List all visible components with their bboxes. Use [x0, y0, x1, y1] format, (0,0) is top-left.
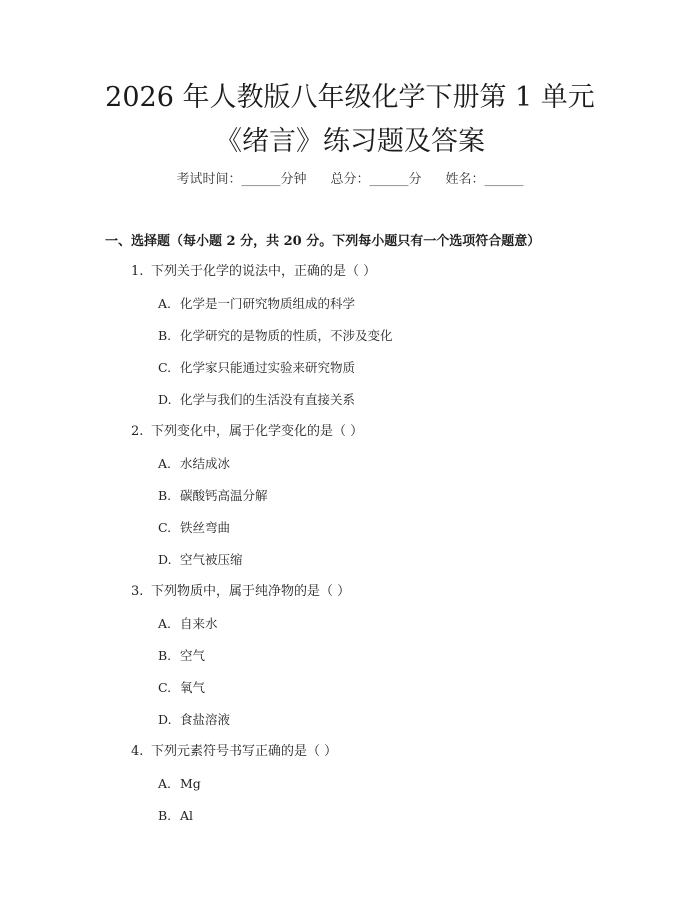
document-title: 2026 年人教版八年级化学下册第 1 单元《绪言》练习题及答案	[105, 82, 595, 157]
option-text: 空气被压缩	[180, 552, 243, 567]
option-c	[0, 512, 700, 544]
option-a	[0, 608, 700, 640]
question-4	[0, 736, 700, 832]
option-letter: B.	[158, 328, 172, 343]
option-text: 化学与我们的生活没有直接关系	[180, 392, 356, 407]
option-letter: C.	[158, 680, 172, 695]
exam-info-line	[0, 168, 700, 187]
question-1	[0, 256, 700, 416]
option-b	[0, 800, 700, 832]
option-text: 氧气	[180, 680, 206, 695]
question-stem	[0, 416, 700, 448]
option-letter: D.	[158, 712, 172, 727]
question-number: 4.	[131, 744, 144, 759]
question-number: 3.	[131, 584, 144, 599]
option-b	[0, 320, 700, 352]
option-d	[0, 544, 700, 576]
option-text: 自来水	[180, 616, 218, 631]
question-number: 1.	[131, 264, 144, 279]
option-text: 空气	[180, 648, 206, 663]
question-text: 下列变化中，属于化学变化的是（ ）	[151, 424, 364, 439]
exam-time-field: 考试时间：______分钟	[176, 172, 307, 187]
option-letter: A.	[158, 296, 172, 311]
option-text: 碳酸钙高温分解	[180, 488, 268, 503]
option-text: 水结成冰	[180, 456, 231, 471]
question-list	[0, 256, 700, 832]
option-b	[0, 640, 700, 672]
option-letter: B.	[158, 488, 172, 503]
question-3	[0, 576, 700, 736]
question-stem	[0, 256, 700, 288]
option-text: Mg	[180, 776, 201, 791]
option-c	[0, 352, 700, 384]
option-letter: D.	[158, 392, 172, 407]
option-c	[0, 672, 700, 704]
option-letter: B.	[158, 808, 172, 823]
question-number: 2.	[131, 424, 144, 439]
section-heading: 一、选择题（每小题 2 分，共 20 分。下列每小题只有一个选项符合题意）	[105, 234, 541, 249]
option-letter: D.	[158, 552, 172, 567]
question-text: 下列关于化学的说法中，正确的是（ ）	[151, 264, 377, 279]
option-d	[0, 384, 700, 416]
student-name-field: 姓名：______	[445, 172, 524, 187]
option-letter: A.	[158, 776, 172, 791]
option-a	[0, 288, 700, 320]
option-text: 铁丝弯曲	[180, 520, 231, 535]
question-stem	[0, 576, 700, 608]
option-letter: C.	[158, 360, 172, 375]
option-text: 化学家只能通过实验来研究物质	[180, 360, 356, 375]
option-letter: A.	[158, 616, 172, 631]
option-text: 食盐溶液	[180, 712, 231, 727]
option-letter: B.	[158, 648, 172, 663]
option-d	[0, 704, 700, 736]
question-text: 下列物质中，属于纯净物的是（ ）	[151, 584, 351, 599]
option-text: Al	[180, 808, 194, 823]
question-2	[0, 416, 700, 576]
option-b	[0, 480, 700, 512]
option-letter: A.	[158, 456, 172, 471]
option-text: 化学研究的是物质的性质，不涉及变化	[180, 328, 393, 343]
question-stem	[0, 736, 700, 768]
exam-score-field: 总分：______分	[330, 172, 422, 187]
option-a	[0, 448, 700, 480]
option-letter: C.	[158, 520, 172, 535]
option-text: 化学是一门研究物质组成的科学	[180, 296, 356, 311]
option-a	[0, 768, 700, 800]
question-text: 下列元素符号书写正确的是（ ）	[151, 744, 338, 759]
